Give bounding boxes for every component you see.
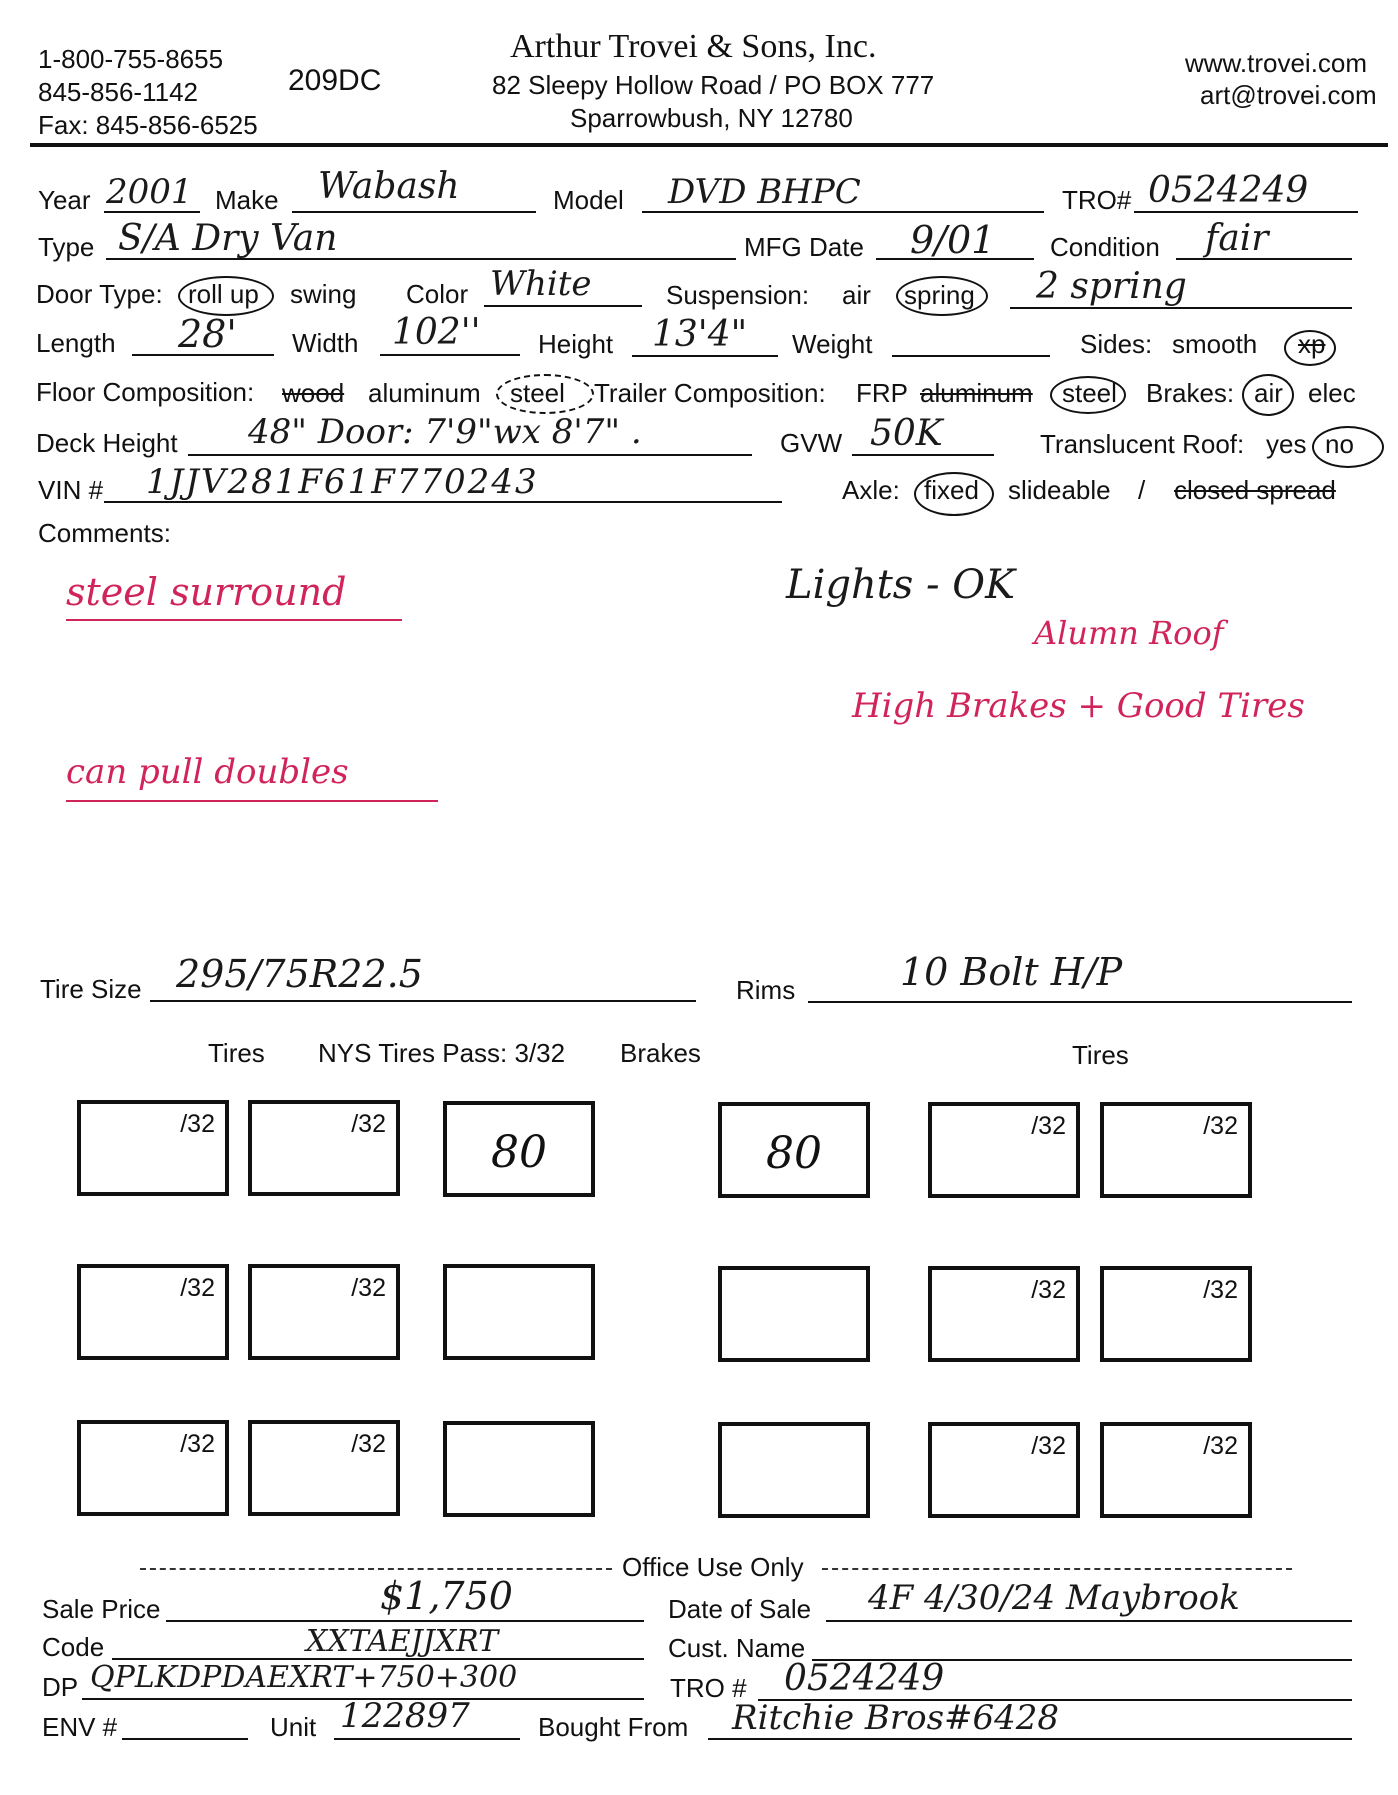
length-label: Length [36,328,116,358]
sides-label: Sides: [1080,329,1153,359]
tire-fraction: /32 [351,1110,386,1138]
tires-left-header: Tires [208,1038,265,1068]
comment-high-brakes-good-tires: High Brakes + Good Tires [852,686,1305,726]
suspension-spring-circle [896,276,988,316]
floor-composition-label: Floor Composition: [36,377,255,407]
env-label: ENV # [42,1712,118,1742]
tire-box[interactable] [248,1264,400,1360]
make-value[interactable]: Wabash [318,166,460,207]
rims-label: Rims [736,975,796,1005]
brake-box[interactable] [443,1421,595,1517]
brakes-air-option[interactable]: air [1254,378,1283,408]
trailer-steel-circle [1050,376,1126,414]
office-use-only-heading: Office Use Only [622,1552,804,1582]
brake-right-value: 80 [766,1128,822,1179]
gvw-line [852,454,994,456]
floor-steel-circle [496,374,594,414]
tire-size-label: Tire Size [40,974,142,1004]
axle-label: Axle: [842,475,900,505]
dp-value[interactable]: QPLKDPDAEXRT+750+300 [90,1660,518,1695]
axle-closed-spread-option[interactable]: closed spread [1174,475,1336,505]
width-label: Width [292,328,359,358]
phone-1: 1-800-755-8655 [38,44,224,74]
type-value[interactable]: S/A Dry Van [118,218,338,259]
unit-line [334,1738,520,1740]
trailer-composition-label: Trailer Composition: [594,378,826,408]
trailer-aluminum-option[interactable]: aluminum [920,378,1033,408]
company-name: Arthur Trovei & Sons, Inc. [510,28,877,65]
office-dash-right [822,1568,1292,1570]
tro-2-label: TRO # [670,1673,747,1703]
rims-line [808,1001,1352,1003]
translucent-roof-label: Translucent Roof: [1040,429,1245,459]
tires-right-header: Tires [1072,1040,1129,1070]
floor-steel-option[interactable]: steel [510,378,565,408]
tire-fraction: /32 [351,1430,386,1458]
dp-label: DP [42,1672,79,1702]
date-of-sale-label: Date of Sale [668,1594,812,1624]
translucent-no-option[interactable]: no [1325,429,1354,459]
suspension-note-line [1010,307,1352,309]
tire-box[interactable] [77,1264,229,1360]
tro-2-value[interactable]: 0524249 [784,1658,945,1699]
nys-tires-pass-header: NYS Tires Pass: 3/32 [318,1038,566,1068]
bought-from-label: Bought From [538,1712,689,1742]
tire-fraction: /32 [180,1274,215,1302]
rims-value[interactable]: 10 Bolt H/P [900,950,1123,994]
tire-box[interactable] [1100,1266,1252,1362]
height-value[interactable]: 13'4" [652,314,748,355]
gvw-label: GVW [780,428,843,458]
axle-fixed-option[interactable]: fixed [924,475,979,505]
tire-fraction: /32 [1203,1112,1238,1140]
condition-value[interactable]: fair [1205,218,1269,259]
comments-label: Comments: [38,518,171,548]
trailer-frp-option[interactable]: FRP [856,378,908,408]
sides-xp-circle [1284,330,1336,366]
comment-steel-surround: steel surround [66,570,347,614]
sale-price-line [166,1620,644,1622]
vin-label: VIN # [38,475,104,505]
tire-fraction: /32 [1203,1432,1238,1460]
vin-value[interactable]: 1JJV281F61F770243 [146,462,539,502]
deck-height-label: Deck Height [36,428,178,458]
code-label: Code [42,1632,105,1662]
door-type-label: Door Type: [36,279,163,309]
fax: Fax: 845-856-6525 [38,110,258,140]
website: www.trovei.com [1185,48,1368,78]
axle-fixed-circle [914,472,994,516]
suspension-note-value[interactable]: 2 spring [1036,266,1187,307]
form-code: 209DC [288,64,382,97]
env-line [122,1738,248,1740]
brakes-elec-option[interactable]: elec [1308,378,1356,408]
brake-box[interactable] [718,1102,870,1198]
brakes-air-circle [1242,374,1294,416]
floor-wood-option[interactable]: wood [282,378,345,408]
floor-aluminum-option[interactable]: aluminum [368,378,481,408]
axle-slash: / [1138,475,1146,505]
door-swing-option[interactable]: swing [290,279,357,309]
translucent-no-circle [1312,426,1384,468]
brake-box[interactable] [443,1264,595,1360]
length-value[interactable]: 28' [178,312,237,356]
email: art@trovei.com [1200,80,1377,110]
deck-height-value[interactable]: 48" Door: 7'9"wx 8'7" . [248,412,642,452]
gvw-value[interactable]: 50K [870,413,943,454]
brake-box[interactable] [718,1422,870,1518]
suspension-spring-option[interactable]: spring [904,280,975,310]
sale-price-label: Sale Price [42,1594,161,1624]
cust-name-label: Cust. Name [668,1633,806,1663]
year-label: Year [38,185,91,215]
trailer-steel-option[interactable]: steel [1062,378,1117,408]
code-value[interactable]: XXTAEJJXRT [306,1624,499,1659]
tire-box[interactable] [1100,1422,1252,1518]
tire-fraction: /32 [351,1274,386,1302]
tire-box[interactable] [928,1422,1080,1518]
height-label: Height [538,329,614,359]
tro-value[interactable]: 0524249 [1148,170,1309,211]
type-label: Type [38,232,95,262]
model-value[interactable]: DVD BHPC [668,172,861,212]
tire-fraction: /32 [1031,1432,1066,1460]
brake-box[interactable] [718,1266,870,1362]
address-line-1: 82 Sleepy Hollow Road / PO BOX 777 [492,70,935,100]
height-line [632,355,778,357]
tire-box[interactable] [77,1420,229,1516]
door-roll-up-option[interactable]: roll up [188,279,259,309]
comment-can-pull-doubles-underline [66,800,438,802]
comment-alumn-roof: Alumn Roof [1034,614,1224,652]
tro-line [1134,211,1358,213]
tire-fraction: /32 [180,1430,215,1458]
door-roll-up-circle [178,276,274,316]
condition-label: Condition [1050,232,1160,262]
bought-from-line [708,1738,1352,1740]
suspension-label: Suspension: [666,280,810,310]
brake-left-value: 80 [491,1127,547,1178]
comment-can-pull-doubles: can pull doubles [66,752,349,792]
phone-2: 845-856-1142 [38,77,198,107]
sale-price-value[interactable]: $1,750 [380,1574,513,1618]
comment-steel-surround-underline [66,619,402,621]
date-of-sale-value[interactable]: 4F 4/30/24 Maybrook [868,1578,1240,1618]
width-line [380,354,520,356]
make-line [292,211,536,213]
model-label: Model [553,185,624,215]
tire-box[interactable] [77,1100,229,1196]
sides-xp-option[interactable]: xp [1298,329,1326,359]
tire-box[interactable] [1100,1102,1252,1198]
translucent-yes-option[interactable]: yes [1266,429,1307,459]
tire-box[interactable] [248,1420,400,1516]
tire-fraction: /32 [1203,1276,1238,1304]
bought-from-value[interactable]: Ritchie Bros#6428 [732,1698,1060,1738]
make-label: Make [215,185,279,215]
width-value[interactable]: 102'' [392,312,481,353]
deck-height-line [188,454,752,456]
tire-box[interactable] [928,1102,1080,1198]
color-line [484,305,642,307]
mfg-date-value[interactable]: 9/01 [910,218,996,262]
office-dash-left [140,1568,612,1570]
tire-box[interactable] [248,1100,400,1196]
date-of-sale-line [826,1620,1352,1622]
header-rule [30,143,1388,147]
address-line-2: Sparrowbush, NY 12780 [570,103,853,133]
weight-line [892,355,1050,357]
tire-fraction: /32 [1031,1112,1066,1140]
tire-size-line [150,1000,696,1002]
color-label: Color [406,279,469,309]
comment-lights-ok: Lights - OK [786,562,1015,608]
tire-size-value[interactable]: 295/75R22.5 [176,952,423,996]
sides-smooth-option[interactable]: smooth [1172,329,1258,359]
year-value[interactable]: 2001 [106,172,193,212]
brakes-label: Brakes: [1146,378,1235,408]
tire-box[interactable] [928,1266,1080,1362]
tire-fraction: /32 [180,1110,215,1138]
weight-label: Weight [792,329,873,359]
unit-value[interactable]: 122897 [340,1696,470,1736]
brakes-header: Brakes [620,1038,701,1068]
tro-label: TRO# [1062,185,1132,215]
axle-slideable-option[interactable]: slideable [1008,475,1111,505]
brake-box[interactable] [443,1101,595,1197]
suspension-air-option[interactable]: air [842,280,871,310]
tire-fraction: /32 [1031,1276,1066,1304]
mfg-date-label: MFG Date [744,232,864,262]
unit-label: Unit [270,1712,317,1742]
color-value[interactable]: White [490,264,592,304]
